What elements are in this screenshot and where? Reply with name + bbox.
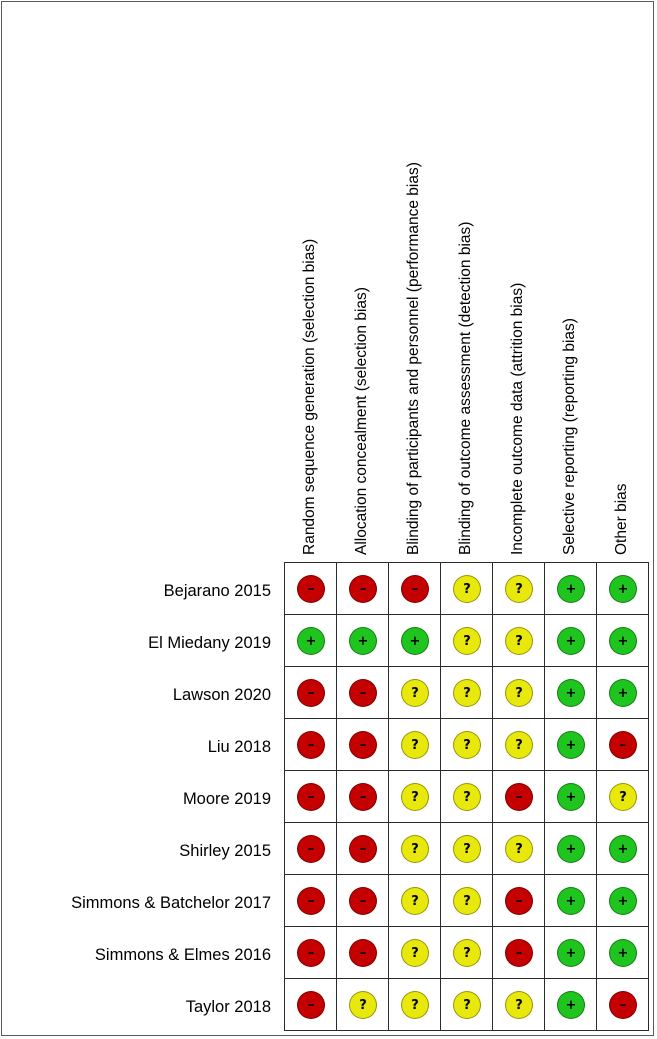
low-risk-icon: + [297, 627, 325, 655]
low-risk-icon: + [609, 887, 637, 915]
rating-cell [337, 979, 389, 1031]
rating-cell [389, 719, 441, 771]
rating-cell [337, 875, 389, 927]
low-risk-icon: + [557, 887, 585, 915]
domain-header [352, 15, 372, 555]
unclear-risk-icon: ? [505, 679, 533, 707]
unclear-risk-icon: ? [349, 991, 377, 1019]
unclear-risk-icon: ? [609, 783, 637, 811]
unclear-risk-icon: ? [401, 731, 429, 759]
rating-cell [545, 615, 597, 667]
unclear-risk-icon: ? [505, 731, 533, 759]
high-risk-icon: – [297, 575, 325, 603]
domain-header-label: Random sequence generation (selection bias) [301, 238, 318, 555]
rating-cell [441, 823, 493, 875]
low-risk-icon: + [349, 627, 377, 655]
low-risk-icon: + [609, 627, 637, 655]
rating-cell [441, 563, 493, 615]
unclear-risk-icon: ? [401, 783, 429, 811]
rating-cell [493, 979, 545, 1031]
unclear-risk-icon: ? [401, 887, 429, 915]
rating-cell [389, 927, 441, 979]
domain-header-label: Incomplete outcome data (attrition bias) [509, 282, 526, 555]
domain-header [456, 15, 476, 555]
rating-cell [285, 719, 337, 771]
low-risk-icon: + [557, 939, 585, 967]
study-label: Liu 2018 [207, 738, 271, 756]
rating-cell [285, 563, 337, 615]
unclear-risk-icon: ? [453, 627, 481, 655]
study-label: Shirley 2015 [179, 842, 271, 860]
unclear-risk-icon: ? [401, 991, 429, 1019]
rating-cell [285, 667, 337, 719]
rating-cell [389, 875, 441, 927]
rating-cell [337, 823, 389, 875]
domain-header-label: Blinding of participants and personnel (performance bias) [405, 162, 422, 555]
low-risk-icon: + [401, 627, 429, 655]
rating-cell [389, 823, 441, 875]
rating-cell [493, 719, 545, 771]
unclear-risk-icon: ? [453, 835, 481, 863]
rating-cell [545, 771, 597, 823]
low-risk-icon: + [557, 835, 585, 863]
rating-cell [285, 823, 337, 875]
rating-cell [285, 615, 337, 667]
rating-cell [545, 979, 597, 1031]
domain-header [404, 15, 424, 555]
rating-cell [597, 875, 649, 927]
domain-header [508, 15, 528, 555]
risk-of-bias-summary [1, 1, 654, 1036]
unclear-risk-icon: ? [453, 783, 481, 811]
low-risk-icon: + [557, 731, 585, 759]
unclear-risk-icon: ? [505, 575, 533, 603]
rating-cell [493, 771, 545, 823]
high-risk-icon: – [297, 991, 325, 1019]
high-risk-icon: – [609, 991, 637, 1019]
high-risk-icon: – [297, 939, 325, 967]
low-risk-icon: + [557, 991, 585, 1019]
rating-cell [545, 563, 597, 615]
rating-cell [545, 719, 597, 771]
high-risk-icon: – [609, 731, 637, 759]
rating-cell [337, 615, 389, 667]
high-risk-icon: – [349, 835, 377, 863]
rating-cell [337, 563, 389, 615]
rating-cell [597, 719, 649, 771]
low-risk-icon: + [609, 835, 637, 863]
rating-cell [337, 927, 389, 979]
high-risk-icon: – [349, 575, 377, 603]
rating-cell [493, 823, 545, 875]
rating-cell [441, 667, 493, 719]
high-risk-icon: – [505, 783, 533, 811]
high-risk-icon: – [297, 835, 325, 863]
rating-cell [441, 719, 493, 771]
study-label: Lawson 2020 [172, 686, 271, 704]
high-risk-icon: – [349, 939, 377, 967]
rating-cell [441, 615, 493, 667]
rating-cell [597, 823, 649, 875]
study-label: Bejarano 2015 [163, 582, 271, 600]
low-risk-icon: + [609, 575, 637, 603]
unclear-risk-icon: ? [505, 991, 533, 1019]
rating-cell [337, 771, 389, 823]
low-risk-icon: + [557, 575, 585, 603]
unclear-risk-icon: ? [505, 835, 533, 863]
unclear-risk-icon: ? [453, 887, 481, 915]
rating-cell [545, 875, 597, 927]
rating-cell [441, 771, 493, 823]
rating-cell [597, 563, 649, 615]
unclear-risk-icon: ? [401, 679, 429, 707]
domain-header-label: Allocation concealment (selection bias) [353, 287, 370, 555]
rating-cell [597, 667, 649, 719]
high-risk-icon: – [297, 887, 325, 915]
study-label: El Miedany 2019 [148, 634, 271, 652]
unclear-risk-icon: ? [401, 835, 429, 863]
rating-cell [493, 563, 545, 615]
unclear-risk-icon: ? [453, 939, 481, 967]
unclear-risk-icon: ? [453, 679, 481, 707]
rating-cell [285, 875, 337, 927]
rating-cell [441, 927, 493, 979]
rating-cell [597, 615, 649, 667]
study-label: Moore 2019 [182, 790, 271, 808]
rating-cell [389, 667, 441, 719]
domain-header-label: Selective reporting (reporting bias) [561, 318, 578, 555]
rating-cell [597, 927, 649, 979]
study-label: Simmons & Batchelor 2017 [71, 894, 271, 912]
low-risk-icon: + [557, 783, 585, 811]
rating-cell [337, 667, 389, 719]
rating-cell [285, 979, 337, 1031]
unclear-risk-icon: ? [401, 939, 429, 967]
rating-cell [389, 563, 441, 615]
high-risk-icon: – [505, 887, 533, 915]
high-risk-icon: – [349, 887, 377, 915]
rating-cell [441, 875, 493, 927]
rating-cell [545, 927, 597, 979]
rating-cell [441, 979, 493, 1031]
rating-cell [545, 823, 597, 875]
unclear-risk-icon: ? [453, 991, 481, 1019]
rating-cell [285, 927, 337, 979]
unclear-risk-icon: ? [505, 627, 533, 655]
low-risk-icon: + [609, 939, 637, 967]
domain-header [560, 15, 580, 555]
high-risk-icon: – [297, 783, 325, 811]
rating-cell [493, 615, 545, 667]
rating-cell [389, 771, 441, 823]
unclear-risk-icon: ? [453, 575, 481, 603]
high-risk-icon: – [349, 731, 377, 759]
rating-cell [493, 667, 545, 719]
rating-cell [337, 719, 389, 771]
rating-cell [493, 927, 545, 979]
high-risk-icon: – [297, 679, 325, 707]
low-risk-icon: + [557, 679, 585, 707]
rating-cell [493, 875, 545, 927]
rating-cell [285, 771, 337, 823]
rating-cell [389, 615, 441, 667]
study-label: Taylor 2018 [185, 998, 271, 1016]
high-risk-icon: – [297, 731, 325, 759]
high-risk-icon: – [505, 939, 533, 967]
domain-header-label: Blinding of outcome assessment (detection bias) [457, 221, 474, 555]
domain-header [612, 15, 632, 555]
rating-cell [597, 771, 649, 823]
rating-cell [389, 979, 441, 1031]
high-risk-icon: – [349, 783, 377, 811]
low-risk-icon: + [557, 627, 585, 655]
high-risk-icon: – [349, 679, 377, 707]
domain-header-label: Other bias [613, 483, 630, 555]
high-risk-icon: – [401, 575, 429, 603]
unclear-risk-icon: ? [453, 731, 481, 759]
study-label: Simmons & Elmes 2016 [94, 946, 271, 964]
domain-header [300, 15, 320, 555]
rating-cell [597, 979, 649, 1031]
low-risk-icon: + [609, 679, 637, 707]
rating-cell [545, 667, 597, 719]
